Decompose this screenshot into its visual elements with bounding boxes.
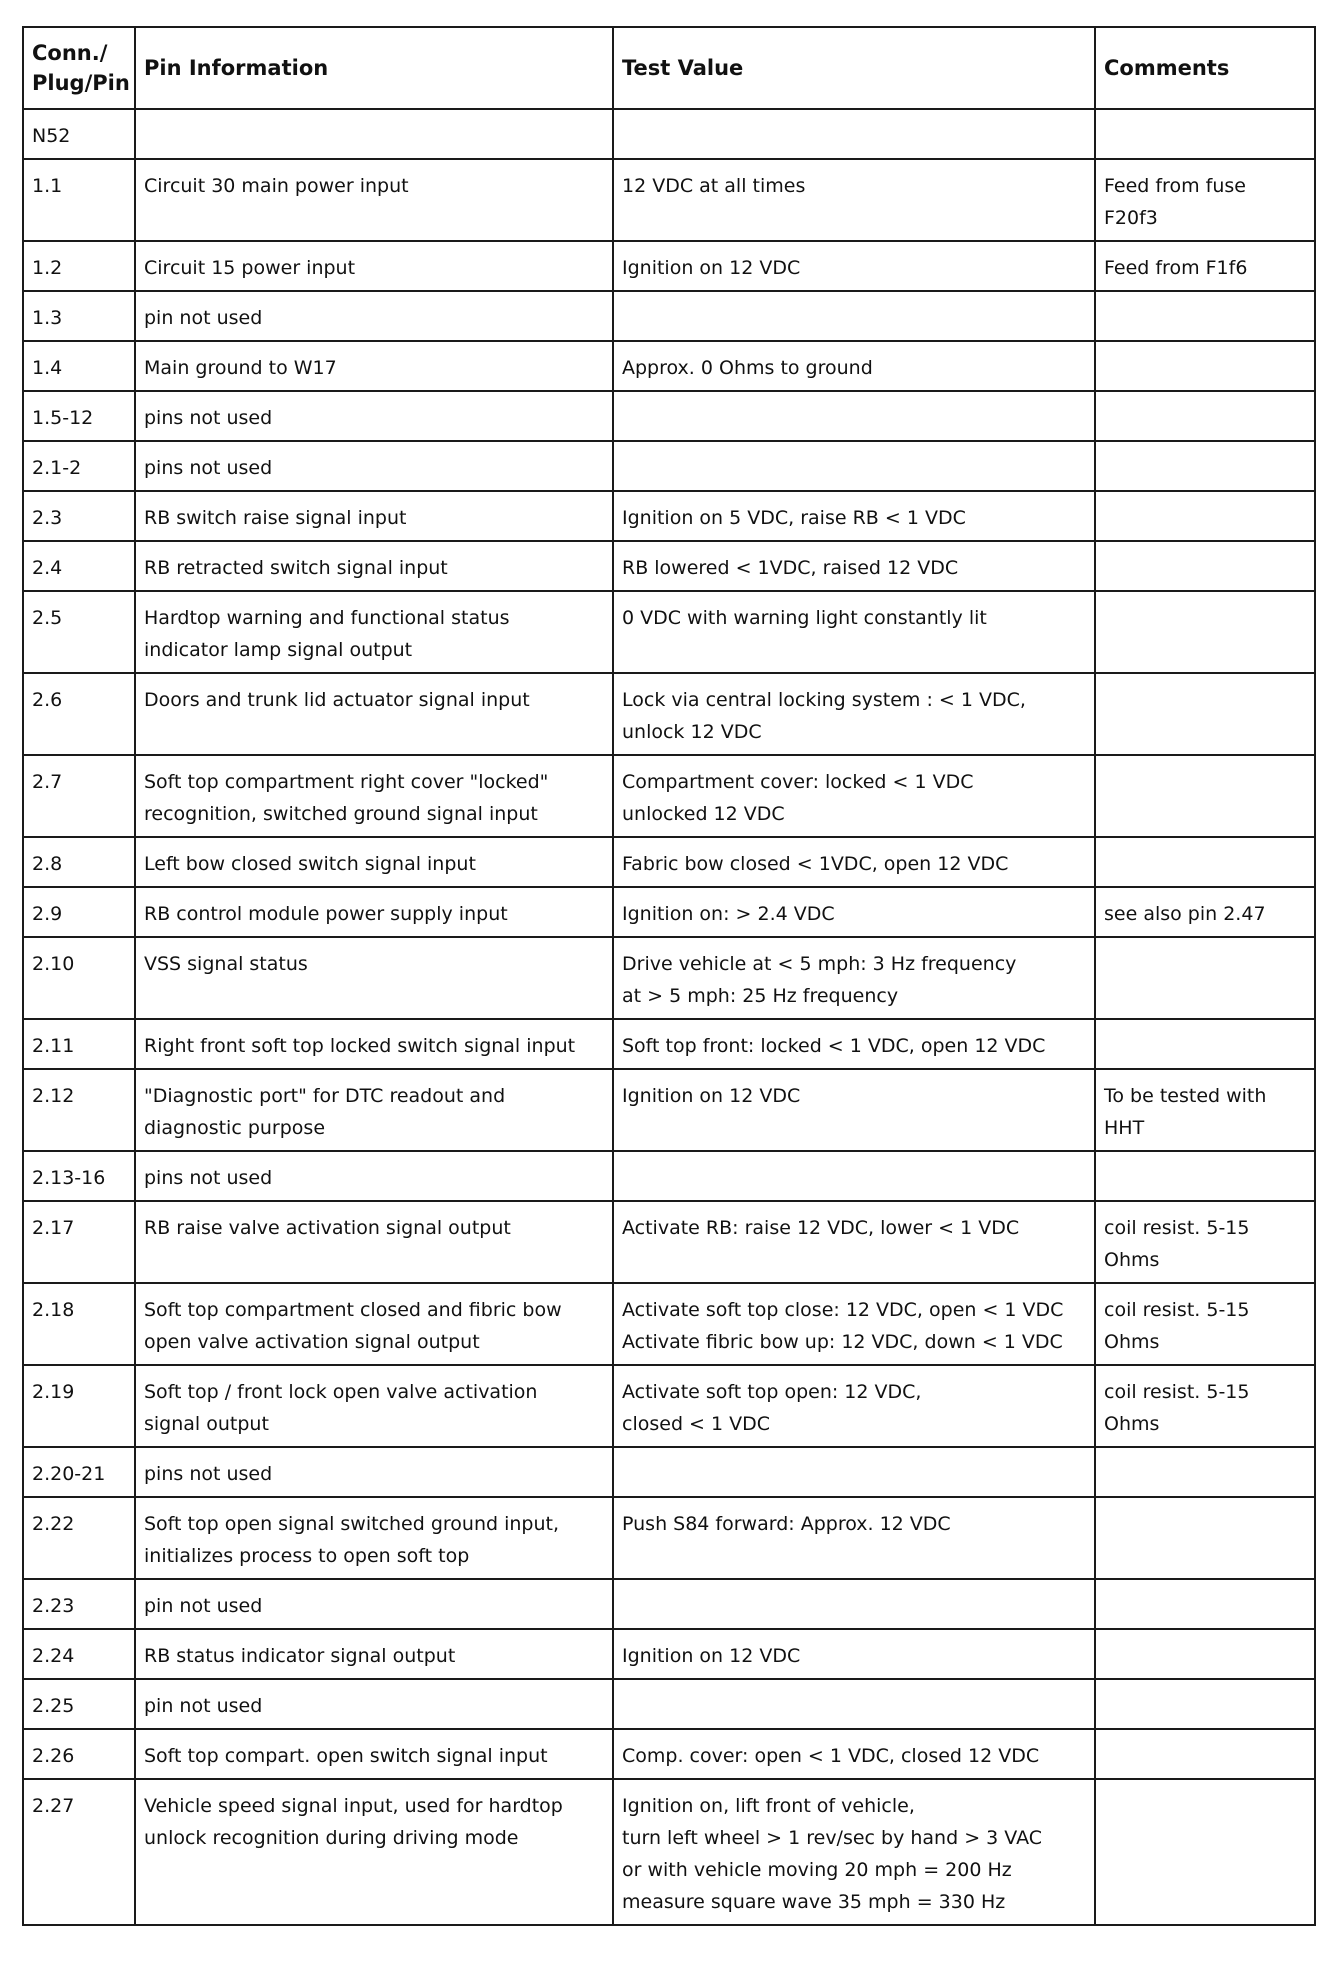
cell-pin-information: Left bow closed switch signal input [135,837,613,887]
cell-pin-information: pin not used [135,291,613,341]
cell-comments [1095,1447,1315,1497]
table-row [23,1283,1315,1365]
cell-test-value [613,391,1095,441]
cell-comments: Feed from F1f6 [1095,241,1315,291]
cell-conn: 2.18 [23,1283,135,1365]
table-row [23,755,1315,837]
cell-test-value: 12 VDC at all times [613,159,1095,241]
table-body [23,109,1315,1925]
cell-test-value [613,109,1095,159]
cell-pin-information: RB raise valve activation signal output [135,1201,613,1283]
table-row [23,1069,1315,1151]
cell-comments [1095,341,1315,391]
cell-pin-information: pins not used [135,391,613,441]
cell-test-value: RB lowered < 1VDC, raised 12 VDC [613,541,1095,591]
table-row [23,541,1315,591]
cell-test-value: Ignition on 5 VDC, raise RB < 1 VDC [613,491,1095,541]
cell-test-value: Lock via central locking system : < 1 VDC, unlock 12 VDC [613,673,1095,755]
cell-conn: 2.4 [23,541,135,591]
cell-conn: 1.5-12 [23,391,135,441]
cell-comments [1095,755,1315,837]
cell-test-value: Compartment cover: locked < 1 VDC unlocked 12 VDC [613,755,1095,837]
cell-test-value: Ignition on: > 2.4 VDC [613,887,1095,937]
cell-conn: 1.2 [23,241,135,291]
cell-pin-information: Soft top open signal switched ground input, initializes process to open soft top [135,1497,613,1579]
table-row [23,291,1315,341]
table-header-row [23,27,1315,109]
cell-pin-information: Right front soft top locked switch signal input [135,1019,613,1069]
cell-comments: see also pin 2.47 [1095,887,1315,937]
cell-test-value: 0 VDC with warning light constantly lit [613,591,1095,673]
cell-test-value: Comp. cover: open < 1 VDC, closed 12 VDC [613,1729,1095,1779]
cell-test-value: Push S84 forward: Approx. 12 VDC [613,1497,1095,1579]
cell-pin-information: Hardtop warning and functional status indicator lamp signal output [135,591,613,673]
table-row [23,491,1315,541]
cell-pin-information: Soft top / front lock open valve activation signal output [135,1365,613,1447]
cell-test-value [613,1579,1095,1629]
cell-pin-information: Doors and trunk lid actuator signal input [135,673,613,755]
cell-comments [1095,1629,1315,1679]
cell-conn: 2.25 [23,1679,135,1729]
cell-pin-information: Soft top compart. open switch signal input [135,1729,613,1779]
table-row [23,1497,1315,1579]
table-row [23,1679,1315,1729]
cell-test-value [613,1679,1095,1729]
cell-test-value [613,1447,1095,1497]
cell-pin-information: Vehicle speed signal input, used for hardtop unlock recognition during driving mode [135,1779,613,1925]
table-row [23,391,1315,441]
cell-comments [1095,1779,1315,1925]
cell-comments [1095,591,1315,673]
cell-conn: 2.13-16 [23,1151,135,1201]
cell-pin-information: Main ground to W17 [135,341,613,391]
cell-test-value: Drive vehicle at < 5 mph: 3 Hz frequency at > 5 mph: 25 Hz frequency [613,937,1095,1019]
header-test-value: Test Value [613,27,1095,109]
cell-comments: coil resist. 5-15 Ohms [1095,1365,1315,1447]
cell-test-value: Fabric bow closed < 1VDC, open 12 VDC [613,837,1095,887]
cell-pin-information: RB switch raise signal input [135,491,613,541]
cell-conn: 2.17 [23,1201,135,1283]
document-page [22,26,1314,1926]
cell-comments [1095,1579,1315,1629]
cell-conn: 1.1 [23,159,135,241]
cell-pin-information: Circuit 30 main power input [135,159,613,241]
cell-test-value: Approx. 0 Ohms to ground [613,341,1095,391]
cell-comments [1095,109,1315,159]
cell-pin-information [135,109,613,159]
cell-pin-information: Circuit 15 power input [135,241,613,291]
table-row [23,109,1315,159]
cell-comments [1095,441,1315,491]
cell-conn: 2.1-2 [23,441,135,491]
cell-test-value: Ignition on 12 VDC [613,241,1095,291]
table-row [23,1151,1315,1201]
cell-comments [1095,391,1315,441]
header-pin-information: Pin Information [135,27,613,109]
cell-test-value [613,441,1095,491]
cell-test-value [613,291,1095,341]
cell-comments [1095,1019,1315,1069]
table-row [23,1779,1315,1925]
cell-test-value: Soft top front: locked < 1 VDC, open 12 VDC [613,1019,1095,1069]
table-row [23,1629,1315,1679]
table-row [23,1729,1315,1779]
cell-comments [1095,491,1315,541]
cell-conn: 2.19 [23,1365,135,1447]
cell-conn: 2.27 [23,1779,135,1925]
cell-comments: Feed from fuse F20f3 [1095,159,1315,241]
table-row [23,837,1315,887]
cell-test-value: Ignition on 12 VDC [613,1069,1095,1151]
cell-conn: 2.11 [23,1019,135,1069]
cell-pin-information: RB control module power supply input [135,887,613,937]
table-row [23,937,1315,1019]
table-row [23,1579,1315,1629]
cell-comments [1095,1151,1315,1201]
pin-test-table [22,26,1316,1926]
cell-pin-information: RB status indicator signal output [135,1629,613,1679]
cell-pin-information: VSS signal status [135,937,613,1019]
cell-comments [1095,937,1315,1019]
cell-conn: 2.23 [23,1579,135,1629]
cell-pin-information: pins not used [135,1447,613,1497]
cell-pin-information: Soft top compartment right cover "locked" recognition, switched ground signal input [135,755,613,837]
cell-conn: 2.7 [23,755,135,837]
cell-pin-information: pin not used [135,1679,613,1729]
cell-conn: 2.12 [23,1069,135,1151]
cell-pin-information: pin not used [135,1579,613,1629]
cell-conn: 2.24 [23,1629,135,1679]
cell-conn: 2.9 [23,887,135,937]
table-row [23,673,1315,755]
cell-comments [1095,837,1315,887]
cell-comments [1095,1679,1315,1729]
table-row [23,441,1315,491]
cell-comments [1095,1729,1315,1779]
cell-conn: 2.3 [23,491,135,541]
table-row [23,1019,1315,1069]
cell-conn: 2.10 [23,937,135,1019]
table-row [23,591,1315,673]
table-row [23,1447,1315,1497]
table-row [23,159,1315,241]
cell-pin-information: pins not used [135,441,613,491]
table-row [23,341,1315,391]
cell-comments: coil resist. 5-15 Ohms [1095,1201,1315,1283]
cell-conn: 1.3 [23,291,135,341]
table-row [23,1365,1315,1447]
cell-conn: 2.26 [23,1729,135,1779]
cell-conn: 2.5 [23,591,135,673]
cell-pin-information: pins not used [135,1151,613,1201]
cell-test-value: Ignition on, lift front of vehicle, turn left wheel > 1 rev/sec by hand > 3 VAC or with vehicle moving 20 mph = 200 Hz measure square wave 35 mph = 330 Hz [613,1779,1095,1925]
cell-test-value: Ignition on 12 VDC [613,1629,1095,1679]
cell-comments [1095,673,1315,755]
cell-comments: To be tested with HHT [1095,1069,1315,1151]
cell-conn: 2.22 [23,1497,135,1579]
cell-comments: coil resist. 5-15 Ohms [1095,1283,1315,1365]
table-row [23,1201,1315,1283]
cell-test-value: Activate soft top close: 12 VDC, open < 1 VDC Activate fibric bow up: 12 VDC, down < 1 VDC [613,1283,1095,1365]
cell-pin-information: RB retracted switch signal input [135,541,613,591]
cell-conn: 2.20-21 [23,1447,135,1497]
cell-test-value [613,1151,1095,1201]
cell-test-value: Activate soft top open: 12 VDC, closed < 1 VDC [613,1365,1095,1447]
cell-conn: N52 [23,109,135,159]
cell-comments [1095,291,1315,341]
cell-pin-information: Soft top compartment closed and fibric bow open valve activation signal output [135,1283,613,1365]
cell-conn: 1.4 [23,341,135,391]
cell-comments [1095,541,1315,591]
table-row [23,241,1315,291]
header-comments: Comments [1095,27,1315,109]
cell-conn: 2.6 [23,673,135,755]
cell-comments [1095,1497,1315,1579]
header-conn: Conn./ Plug/Pin [23,27,135,109]
cell-test-value: Activate RB: raise 12 VDC, lower < 1 VDC [613,1201,1095,1283]
cell-conn: 2.8 [23,837,135,887]
table-row [23,887,1315,937]
cell-pin-information: "Diagnostic port" for DTC readout and diagnostic purpose [135,1069,613,1151]
